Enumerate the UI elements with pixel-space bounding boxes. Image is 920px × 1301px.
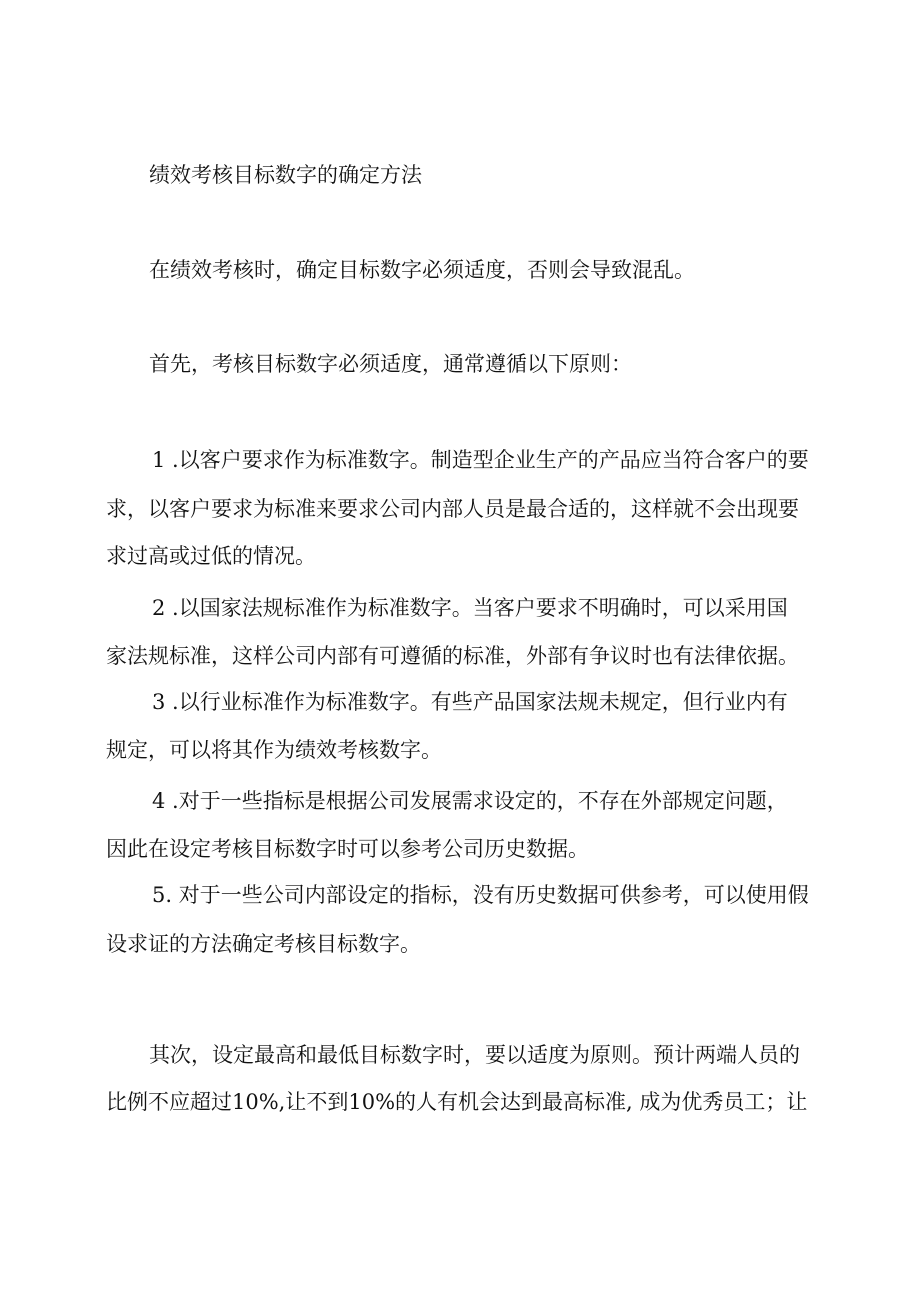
principle-2-line-2: 家法规标准，这样公司内部有可遵循的标准，外部有争议时也有法律依据。 xyxy=(106,644,799,668)
document-title: 绩效考核目标数字的确定方法 xyxy=(149,163,422,187)
principles-lead-paragraph: 首先，考核目标数字必须适度，通常遵循以下原则： xyxy=(149,352,632,376)
principle-3-line-1: 3 .以行业标准作为标准数字。有些产品国家法规未规定，但行业内有 xyxy=(152,690,788,714)
principle-5-line-1: 5. 对于一些公司内部设定的指标，没有历史数据可供参考，可以使用假 xyxy=(152,883,809,907)
second-paragraph-line-1: 其次，设定最高和最低目标数字时，要以适度为原则。预计两端人员的 xyxy=(149,1043,800,1067)
intro-paragraph: 在绩效考核时，确定目标数字必须适度，否则会导致混乱。 xyxy=(149,258,695,282)
principle-2-line-1: 2 .以国家法规标准作为标准数字。当客户要求不明确时，可以采用国 xyxy=(152,596,788,620)
second-paragraph-line-2: 比例不应超过10%,让不到10%的人有机会达到最高标准, 成为优秀员工；让 xyxy=(106,1090,808,1114)
principle-5-line-2: 设求证的方法确定考核目标数字。 xyxy=(106,932,421,956)
principle-1-line-2: 求，以客户要求为标准来要求公司内部人员是最合适的，这样就不会出现要 xyxy=(106,497,799,521)
principle-4-line-2: 因此在设定考核目标数字时可以参考公司历史数据。 xyxy=(106,837,589,861)
principle-1-line-3: 求过高或过低的情况。 xyxy=(106,544,316,568)
principle-1-line-1: 1 .以客户要求作为标准数字。制造型企业生产的产品应当符合客户的要 xyxy=(152,448,809,472)
principle-3-line-2: 规定，可以将其作为绩效考核数字。 xyxy=(106,738,442,762)
principle-4-line-1: 4 .对于一些指标是根据公司发展需求设定的，不存在外部规定问题， xyxy=(152,789,788,813)
